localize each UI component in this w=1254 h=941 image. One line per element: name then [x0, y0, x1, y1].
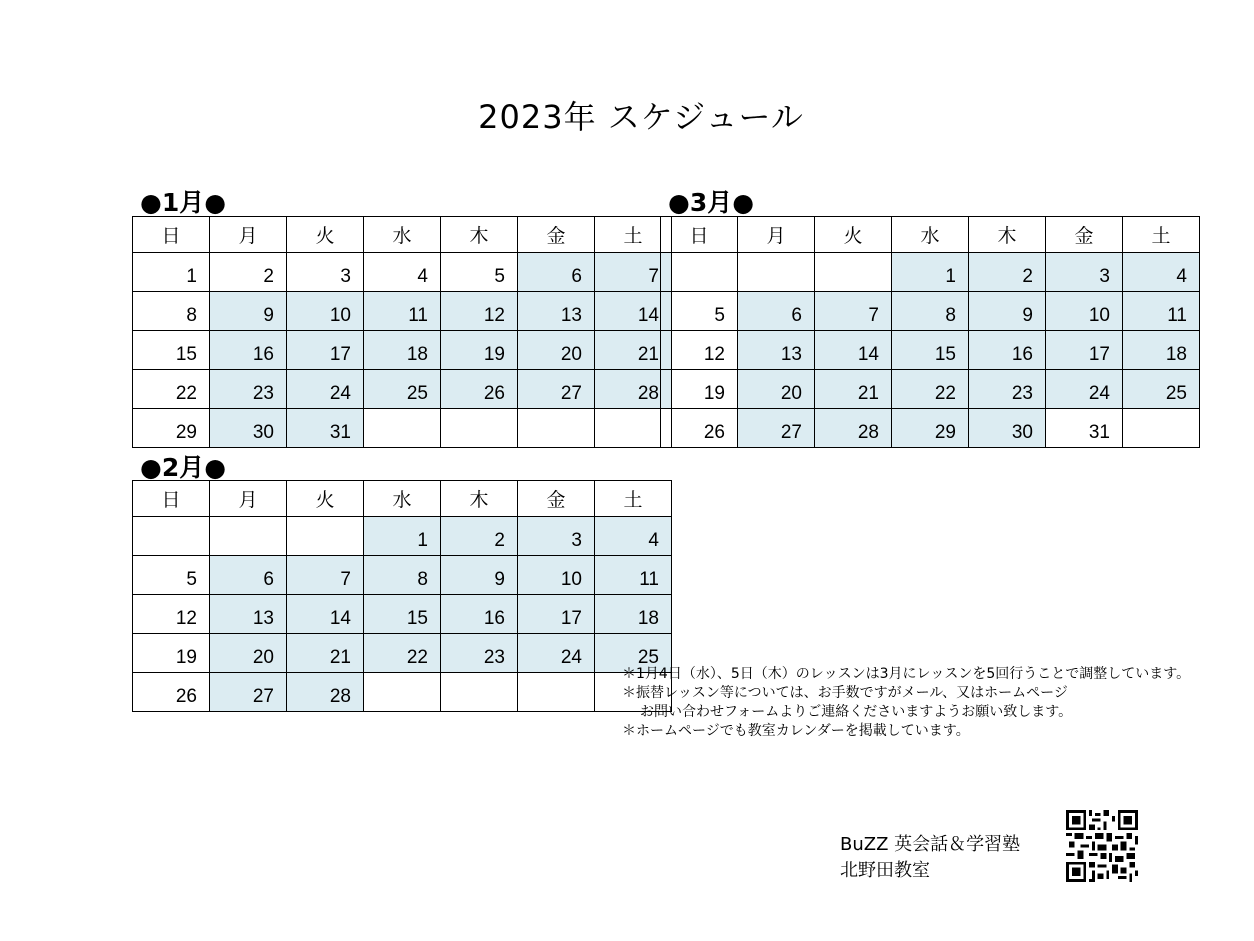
- day-cell: 21: [287, 634, 364, 673]
- day-cell: 6: [738, 292, 815, 331]
- weekday-label: 金: [518, 481, 595, 517]
- empty-day-cell: [518, 673, 595, 712]
- day-cell: 17: [518, 595, 595, 634]
- week-row: [133, 292, 672, 331]
- day-cell: 19: [133, 634, 210, 673]
- day-cell: 18: [364, 331, 441, 370]
- empty-day-cell: [661, 253, 738, 292]
- week-row: [661, 292, 1200, 331]
- weekday-label: 火: [815, 217, 892, 253]
- week-row: [661, 409, 1200, 448]
- day-cell: 5: [441, 253, 518, 292]
- day-cell: 1: [364, 517, 441, 556]
- weekday-label: 土: [1123, 217, 1200, 253]
- day-cell: 18: [595, 595, 672, 634]
- day-cell: 11: [364, 292, 441, 331]
- empty-day-cell: [1123, 409, 1200, 448]
- day-cell: 25: [1123, 370, 1200, 409]
- day-cell: 1: [133, 253, 210, 292]
- day-cell: 20: [738, 370, 815, 409]
- empty-day-cell: [441, 409, 518, 448]
- day-cell: 11: [1123, 292, 1200, 331]
- empty-day-cell: [518, 409, 595, 448]
- week-row: [133, 517, 672, 556]
- day-cell: 15: [133, 331, 210, 370]
- day-cell: 30: [969, 409, 1046, 448]
- day-cell: 22: [133, 370, 210, 409]
- day-cell: 21: [595, 331, 672, 370]
- school-branch: 北野田教室: [840, 860, 930, 881]
- day-cell: 12: [661, 331, 738, 370]
- day-cell: 4: [364, 253, 441, 292]
- weekday-label: 火: [287, 217, 364, 253]
- day-cell: 26: [661, 409, 738, 448]
- day-cell: 17: [287, 331, 364, 370]
- day-cell: 8: [892, 292, 969, 331]
- day-cell: 4: [1123, 253, 1200, 292]
- day-cell: 16: [969, 331, 1046, 370]
- day-cell: 2: [210, 253, 287, 292]
- empty-day-cell: [364, 673, 441, 712]
- day-cell: 20: [210, 634, 287, 673]
- day-cell: 2: [969, 253, 1046, 292]
- qr-code-icon[interactable]: [1066, 810, 1138, 882]
- week-row: [133, 409, 672, 448]
- month-title-february: ●2月●: [140, 453, 227, 482]
- day-cell: 10: [1046, 292, 1123, 331]
- day-cell: 9: [969, 292, 1046, 331]
- day-cell: 7: [815, 292, 892, 331]
- day-cell: 10: [287, 292, 364, 331]
- week-row: [133, 370, 672, 409]
- weekday-label: 日: [661, 217, 738, 253]
- weekday-label: 土: [595, 481, 672, 517]
- day-cell: 24: [518, 634, 595, 673]
- day-cell: 13: [518, 292, 595, 331]
- empty-day-cell: [738, 253, 815, 292]
- day-cell: 15: [892, 331, 969, 370]
- empty-day-cell: [815, 253, 892, 292]
- weekday-label: 木: [441, 217, 518, 253]
- empty-day-cell: [364, 409, 441, 448]
- day-cell: 16: [210, 331, 287, 370]
- day-cell: 9: [441, 556, 518, 595]
- day-cell: 6: [210, 556, 287, 595]
- day-cell: 14: [815, 331, 892, 370]
- day-cell: 20: [518, 331, 595, 370]
- day-cell: 8: [133, 292, 210, 331]
- school-name: BuZZ 英会話＆学習塾: [840, 834, 1021, 855]
- day-cell: 18: [1123, 331, 1200, 370]
- day-cell: 25: [364, 370, 441, 409]
- month-title-march: ●3月●: [668, 188, 755, 217]
- day-cell: 19: [441, 331, 518, 370]
- day-cell: 19: [661, 370, 738, 409]
- day-cell: 10: [518, 556, 595, 595]
- calendar-january: [132, 216, 672, 448]
- weekday-label: 水: [364, 217, 441, 253]
- day-cell: 4: [595, 517, 672, 556]
- day-cell: 7: [595, 253, 672, 292]
- day-cell: 23: [969, 370, 1046, 409]
- day-cell: 5: [661, 292, 738, 331]
- day-cell: 13: [738, 331, 815, 370]
- day-cell: 22: [364, 634, 441, 673]
- day-cell: 17: [1046, 331, 1123, 370]
- day-cell: 28: [287, 673, 364, 712]
- note-line: ＊ホームページでも教室カレンダーを掲載しています。: [622, 723, 970, 739]
- day-cell: 3: [518, 517, 595, 556]
- week-row: [133, 673, 672, 712]
- week-row: [133, 556, 672, 595]
- week-row: [133, 331, 672, 370]
- day-cell: 27: [518, 370, 595, 409]
- day-cell: 24: [287, 370, 364, 409]
- day-cell: 31: [1046, 409, 1123, 448]
- day-cell: 14: [287, 595, 364, 634]
- week-row: [133, 634, 672, 673]
- weekday-label: 月: [210, 217, 287, 253]
- day-cell: 23: [441, 634, 518, 673]
- day-cell: 7: [287, 556, 364, 595]
- empty-day-cell: [133, 517, 210, 556]
- day-cell: 1: [892, 253, 969, 292]
- note-line: ＊振替レッスン等については、お手数ですがメール、又はホームページ: [622, 685, 1068, 701]
- empty-day-cell: [441, 673, 518, 712]
- weekday-header-row: [133, 217, 672, 253]
- week-row: [661, 253, 1200, 292]
- day-cell: 23: [210, 370, 287, 409]
- day-cell: 25: [595, 634, 672, 673]
- day-cell: 12: [441, 292, 518, 331]
- day-cell: 15: [364, 595, 441, 634]
- calendar-march: [660, 216, 1200, 448]
- note-line: ＊1月4日（水）、5日（木）のレッスンは3月にレッスンを5回行うことで調整しています。: [622, 666, 1191, 682]
- day-cell: 3: [1046, 253, 1123, 292]
- week-row: [661, 370, 1200, 409]
- calendar-february: [132, 480, 672, 712]
- weekday-label: 金: [1046, 217, 1123, 253]
- day-cell: 24: [1046, 370, 1123, 409]
- day-cell: 12: [133, 595, 210, 634]
- weekday-label: 日: [133, 481, 210, 517]
- day-cell: 21: [815, 370, 892, 409]
- weekday-label: 水: [892, 217, 969, 253]
- day-cell: 22: [892, 370, 969, 409]
- day-cell: 16: [441, 595, 518, 634]
- day-cell: 28: [595, 370, 672, 409]
- day-cell: 2: [441, 517, 518, 556]
- day-cell: 26: [441, 370, 518, 409]
- day-cell: 31: [287, 409, 364, 448]
- day-cell: 28: [815, 409, 892, 448]
- weekday-label: 月: [210, 481, 287, 517]
- day-cell: 29: [133, 409, 210, 448]
- day-cell: 3: [287, 253, 364, 292]
- day-cell: 6: [518, 253, 595, 292]
- weekday-header-row: [661, 217, 1200, 253]
- empty-day-cell: [287, 517, 364, 556]
- school-info: [840, 832, 1020, 884]
- day-cell: 30: [210, 409, 287, 448]
- day-cell: 13: [210, 595, 287, 634]
- weekday-header-row: [133, 481, 672, 517]
- day-cell: 27: [210, 673, 287, 712]
- day-cell: 26: [133, 673, 210, 712]
- week-row: [133, 253, 672, 292]
- weekday-label: 月: [738, 217, 815, 253]
- week-row: [661, 331, 1200, 370]
- day-cell: 9: [210, 292, 287, 331]
- weekday-label: 日: [133, 217, 210, 253]
- day-cell: 5: [133, 556, 210, 595]
- weekday-label: 木: [969, 217, 1046, 253]
- page-title: 2023年 スケジュール: [478, 98, 804, 136]
- weekday-label: 木: [441, 481, 518, 517]
- day-cell: 14: [595, 292, 672, 331]
- weekday-label: 金: [518, 217, 595, 253]
- week-row: [133, 595, 672, 634]
- weekday-label: 土: [595, 217, 672, 253]
- day-cell: 29: [892, 409, 969, 448]
- note-line: お問い合わせフォームよりご連絡くださいますようお願い致します。: [640, 704, 1073, 720]
- day-cell: 8: [364, 556, 441, 595]
- day-cell: 11: [595, 556, 672, 595]
- month-title-january: ●1月●: [140, 188, 227, 217]
- day-cell: 27: [738, 409, 815, 448]
- empty-day-cell: [210, 517, 287, 556]
- weekday-label: 火: [287, 481, 364, 517]
- weekday-label: 水: [364, 481, 441, 517]
- notes: [622, 665, 1190, 741]
